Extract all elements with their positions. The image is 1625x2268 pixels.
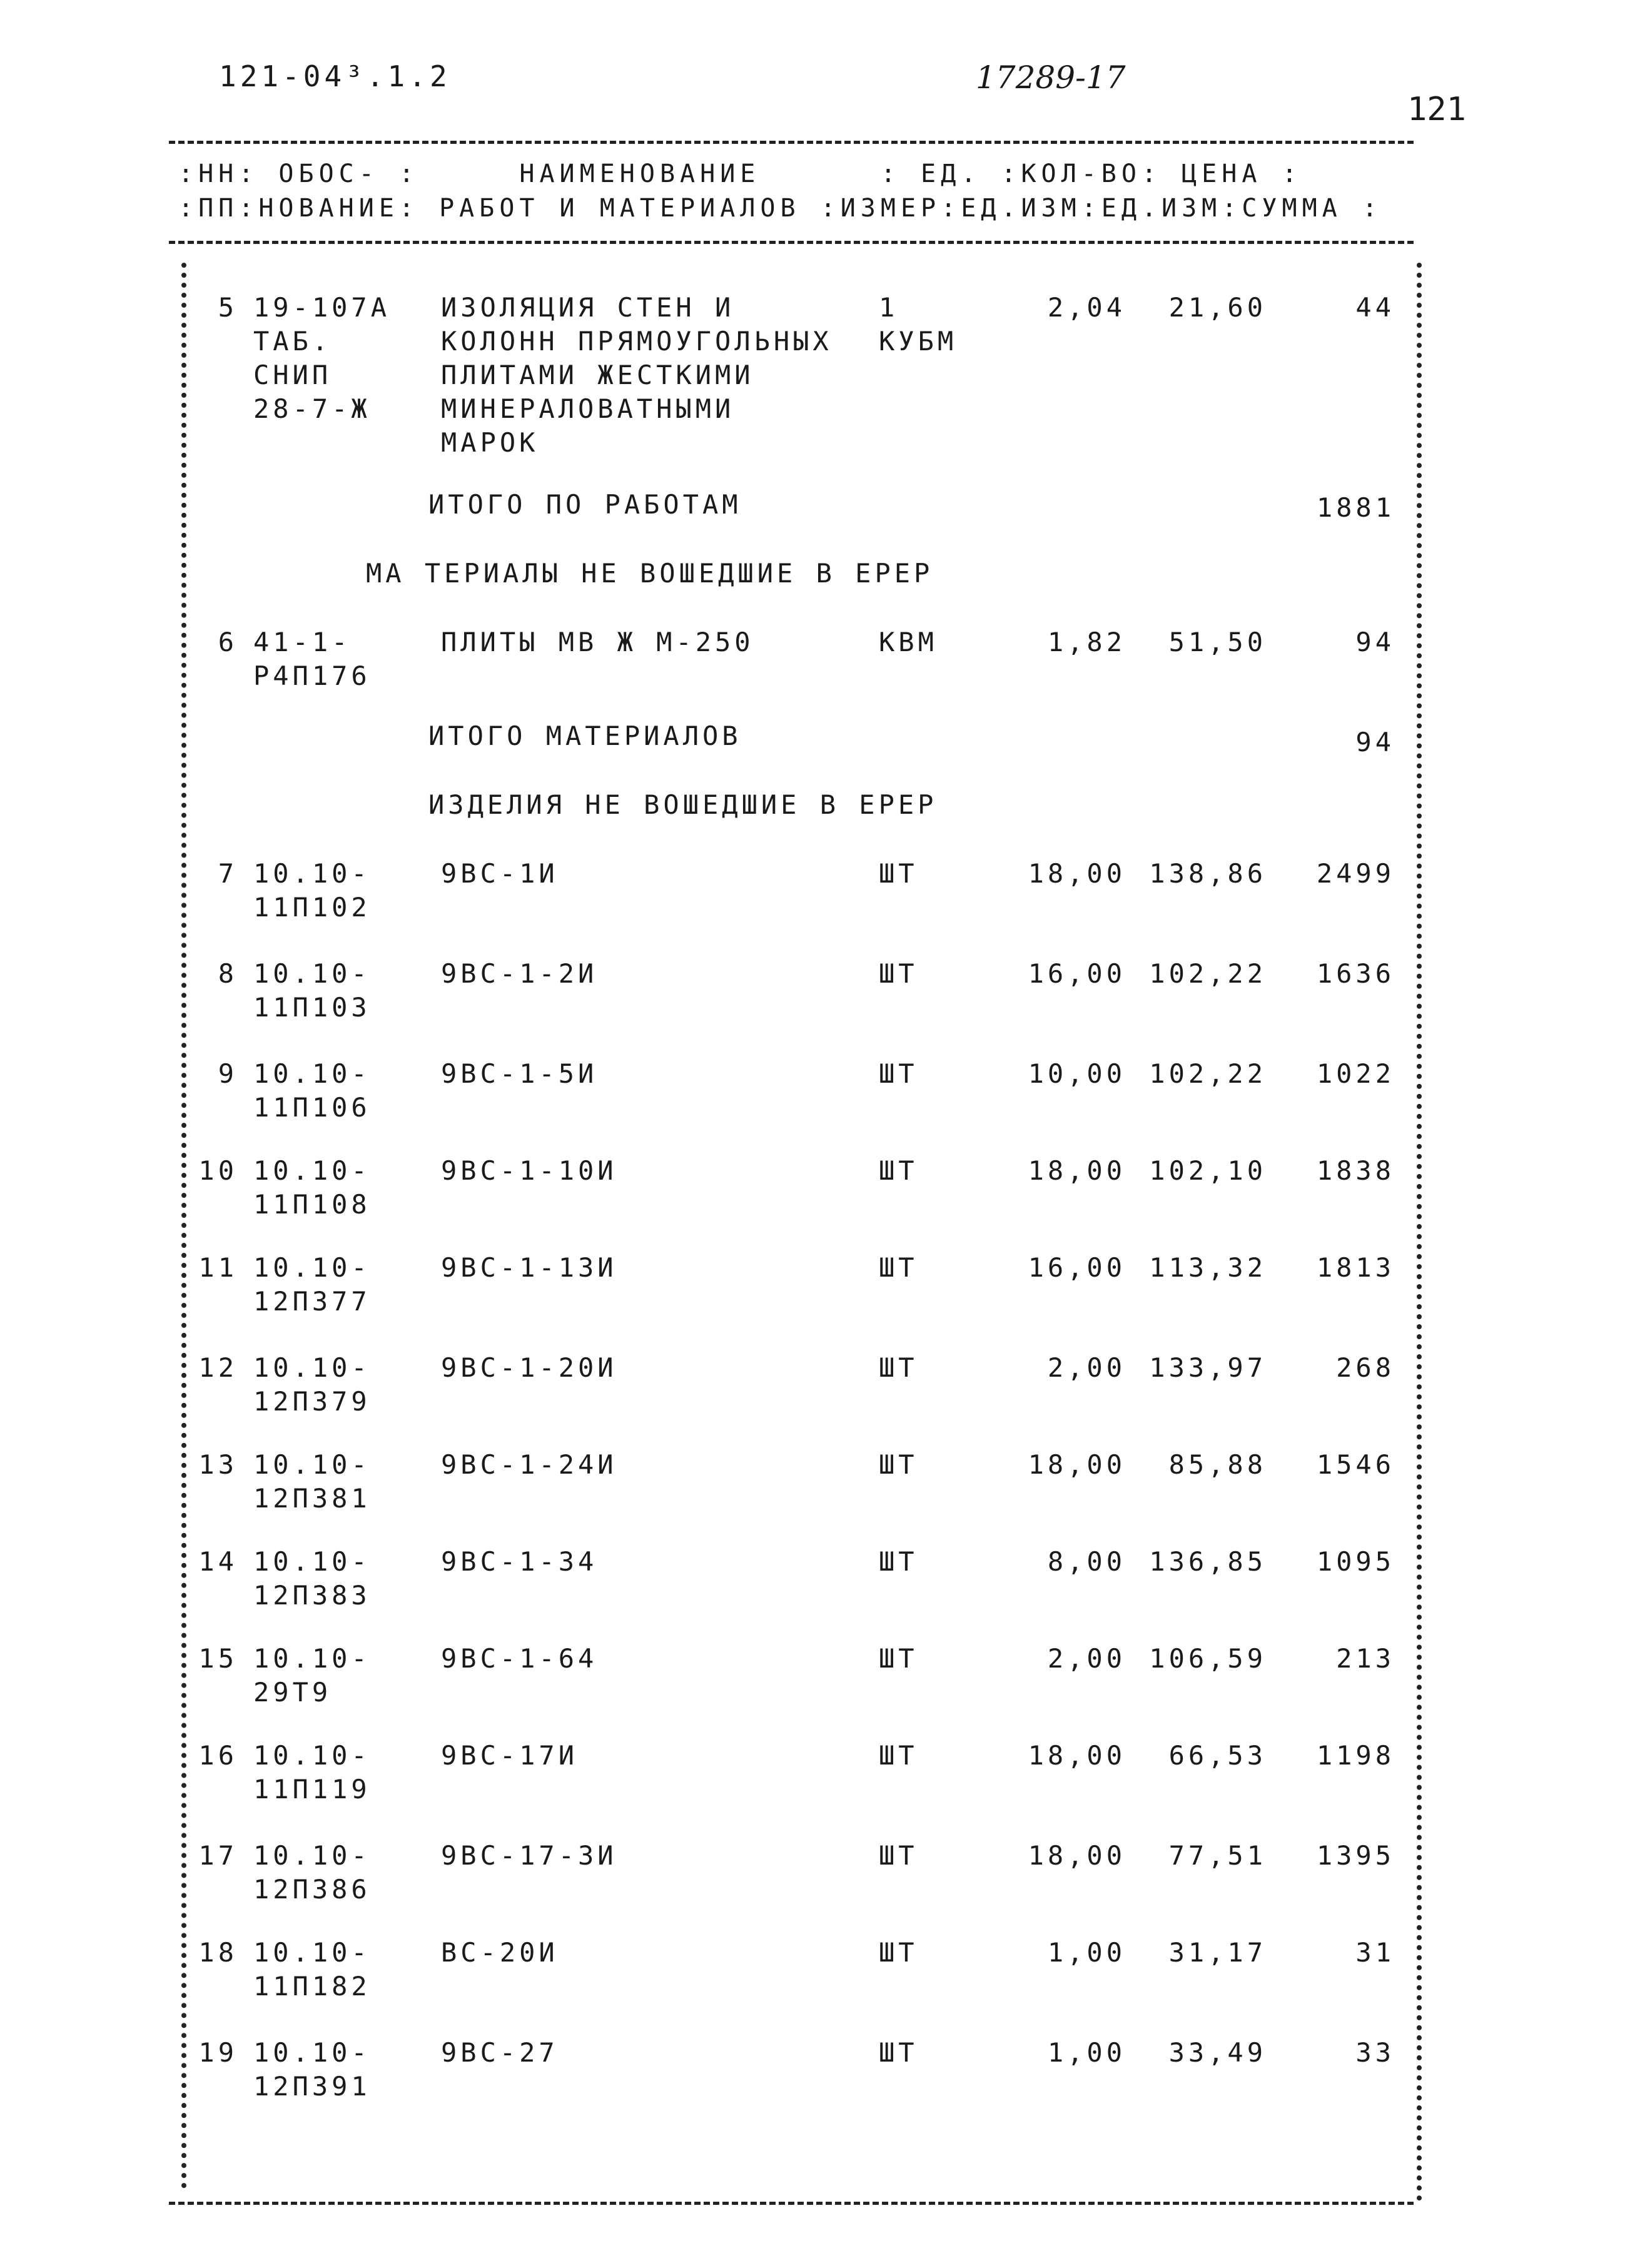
row-10-nn: 10 bbox=[198, 1155, 238, 1186]
row-15-name: 9ВС-1-64 bbox=[441, 1643, 598, 1674]
row-14-qty: 8,00 bbox=[1047, 1546, 1126, 1577]
row-7-code: 10.10- 11П102 bbox=[253, 858, 371, 923]
row-7-price: 138,86 bbox=[1149, 858, 1267, 889]
row-10-name: 9ВС-1-10И bbox=[441, 1155, 617, 1186]
row-9-name: 9ВС-1-5И bbox=[441, 1058, 598, 1089]
row-11-name: 9ВС-1-13И bbox=[441, 1252, 617, 1283]
row-18-code: 10.10- 11П182 bbox=[253, 1937, 371, 2002]
row-12-sum: 268 bbox=[1336, 1352, 1395, 1383]
row-17-name: 9ВС-17-3И bbox=[441, 1840, 617, 1871]
row-18-nn: 18 bbox=[198, 1937, 238, 1968]
row-7-nn: 7 bbox=[218, 858, 238, 889]
row-8-sum: 1636 bbox=[1316, 958, 1395, 989]
row-12-unit: ШТ bbox=[879, 1352, 918, 1383]
row-11-code: 10.10- 12П377 bbox=[253, 1252, 371, 1317]
row-17-sum: 1395 bbox=[1316, 1840, 1395, 1871]
row-5-price: 21,60 bbox=[1168, 292, 1267, 323]
row-5-unit: 1 КУБМ bbox=[879, 292, 958, 357]
row-5-sum: 44 bbox=[1355, 292, 1395, 323]
row-9-price: 102,22 bbox=[1149, 1058, 1267, 1089]
row-14-sum: 1095 bbox=[1316, 1546, 1395, 1577]
works-total-sum: 1881 bbox=[1316, 492, 1395, 523]
row-5-name: ИЗОЛЯЦИЯ СТЕН И КОЛОНН ПРЯМОУГОЛЬНЫХ ПЛИТАМИ ЖЕСТКИМИ МИНЕРАЛОВАТНЫМИ МАРОК bbox=[441, 292, 833, 458]
document-code: 121-04³.1.2 bbox=[219, 59, 451, 93]
row-16-unit: ШТ bbox=[879, 1740, 918, 1771]
row-18-qty: 1,00 bbox=[1047, 1937, 1126, 1968]
row-14-nn: 14 bbox=[198, 1546, 238, 1577]
materials-heading: МА ТЕРИАЛЫ НЕ ВОШЕДШИЕ В ЕРЕР bbox=[366, 558, 934, 589]
works-total-label: ИТОГО ПО РАБОТАМ bbox=[428, 489, 742, 520]
left-border bbox=[181, 263, 186, 2189]
row-16-price: 66,53 bbox=[1168, 1740, 1267, 1771]
header-bottom-rule bbox=[169, 241, 1414, 244]
row-16-qty: 18,00 bbox=[1028, 1740, 1126, 1771]
row-19-nn: 19 bbox=[198, 2037, 238, 2068]
row-9-nn: 9 bbox=[218, 1058, 238, 1089]
row-13-price: 85,88 bbox=[1168, 1449, 1267, 1480]
row-5-code: 19-107А ТАБ. СНИП 28-7-Ж bbox=[253, 292, 391, 424]
row-10-unit: ШТ bbox=[879, 1155, 918, 1186]
row-6-sum: 94 bbox=[1355, 627, 1395, 657]
row-8-qty: 16,00 bbox=[1028, 958, 1126, 989]
row-8-nn: 8 bbox=[218, 958, 238, 989]
row-10-sum: 1838 bbox=[1316, 1155, 1395, 1186]
row-11-unit: ШТ bbox=[879, 1252, 918, 1283]
row-9-unit: ШТ bbox=[879, 1058, 918, 1089]
row-13-name: 9ВС-1-24И bbox=[441, 1449, 617, 1480]
materials-total-sum: 94 bbox=[1355, 727, 1395, 757]
row-16-sum: 1198 bbox=[1316, 1740, 1395, 1771]
row-15-qty: 2,00 bbox=[1047, 1643, 1126, 1674]
header-line-2: :ПП:НОВАНИЕ: РАБОТ И МАТЕРИАЛОВ :ИЗМЕР:ЕД.ИЗМ:ЕД.ИЗМ:СУММА : bbox=[178, 194, 1382, 223]
row-13-nn: 13 bbox=[198, 1449, 238, 1480]
row-7-qty: 18,00 bbox=[1028, 858, 1126, 889]
row-14-unit: ШТ bbox=[879, 1546, 918, 1577]
row-17-qty: 18,00 bbox=[1028, 1840, 1126, 1871]
row-13-qty: 18,00 bbox=[1028, 1449, 1126, 1480]
row-6-code: 41-1- Р4П176 bbox=[253, 627, 371, 691]
row-8-unit: ШТ bbox=[879, 958, 918, 989]
row-8-code: 10.10- 11П103 bbox=[253, 958, 371, 1023]
row-10-code: 10.10- 11П108 bbox=[253, 1155, 371, 1220]
row-12-name: 9ВС-1-20И bbox=[441, 1352, 617, 1383]
row-13-sum: 1546 bbox=[1316, 1449, 1395, 1480]
row-12-code: 10.10- 12П379 bbox=[253, 1352, 371, 1417]
row-18-sum: 31 bbox=[1355, 1937, 1395, 1968]
row-13-code: 10.10- 12П381 bbox=[253, 1449, 371, 1514]
row-9-sum: 1022 bbox=[1316, 1058, 1395, 1089]
row-8-name: 9ВС-1-2И bbox=[441, 958, 598, 989]
row-19-sum: 33 bbox=[1355, 2037, 1395, 2068]
bottom-rule bbox=[169, 2202, 1414, 2205]
row-16-code: 10.10- 11П119 bbox=[253, 1740, 371, 1805]
row-9-qty: 10,00 bbox=[1028, 1058, 1126, 1089]
row-6-price: 51,50 bbox=[1168, 627, 1267, 657]
page-number: 121 bbox=[1407, 91, 1466, 128]
row-8-price: 102,22 bbox=[1149, 958, 1267, 989]
row-6-qty: 1,82 bbox=[1047, 627, 1126, 657]
row-16-nn: 16 bbox=[198, 1740, 238, 1771]
row-11-price: 113,32 bbox=[1149, 1252, 1267, 1283]
row-15-unit: ШТ bbox=[879, 1643, 918, 1674]
row-11-sum: 1813 bbox=[1316, 1252, 1395, 1283]
row-7-sum: 2499 bbox=[1316, 858, 1395, 889]
row-18-price: 31,17 bbox=[1168, 1937, 1267, 1968]
row-11-qty: 16,00 bbox=[1028, 1252, 1126, 1283]
row-19-name: 9ВС-27 bbox=[441, 2037, 559, 2068]
row-10-price: 102,10 bbox=[1149, 1155, 1267, 1186]
row-17-code: 10.10- 12П386 bbox=[253, 1840, 371, 1905]
row-19-qty: 1,00 bbox=[1047, 2037, 1126, 2068]
top-rule bbox=[169, 141, 1414, 144]
products-heading: ИЗДЕЛИЯ НЕ ВОШЕДШИЕ В ЕРЕР bbox=[428, 789, 938, 820]
row-15-price: 106,59 bbox=[1149, 1643, 1267, 1674]
row-5-nn: 5 bbox=[218, 292, 238, 323]
handwritten-number: 17289-17 bbox=[976, 59, 1126, 96]
row-14-code: 10.10- 12П383 bbox=[253, 1546, 371, 1611]
row-6-name: ПЛИТЫ МВ Ж М-250 bbox=[441, 627, 754, 657]
right-border bbox=[1417, 263, 1422, 2202]
row-9-code: 10.10- 11П106 bbox=[253, 1058, 371, 1123]
row-18-name: ВС-20И bbox=[441, 1937, 559, 1968]
row-10-qty: 18,00 bbox=[1028, 1155, 1126, 1186]
row-6-nn: 6 bbox=[218, 627, 238, 657]
row-14-name: 9ВС-1-34 bbox=[441, 1546, 598, 1577]
row-17-unit: ШТ bbox=[879, 1840, 918, 1871]
row-19-code: 10.10- 12П391 bbox=[253, 2037, 371, 2102]
materials-total-label: ИТОГО МАТЕРИАЛОВ bbox=[428, 721, 742, 751]
row-17-price: 77,51 bbox=[1168, 1840, 1267, 1871]
row-19-price: 33,49 bbox=[1168, 2037, 1267, 2068]
row-13-unit: ШТ bbox=[879, 1449, 918, 1480]
row-12-nn: 12 bbox=[198, 1352, 238, 1383]
row-11-nn: 11 bbox=[198, 1252, 238, 1283]
row-15-nn: 15 bbox=[198, 1643, 238, 1674]
row-12-price: 133,97 bbox=[1149, 1352, 1267, 1383]
row-14-price: 136,85 bbox=[1149, 1546, 1267, 1577]
row-15-code: 10.10- 29Т9 bbox=[253, 1643, 371, 1708]
row-19-unit: ШТ bbox=[879, 2037, 918, 2068]
row-16-name: 9ВС-17И bbox=[441, 1740, 579, 1771]
row-5-qty: 2,04 bbox=[1047, 292, 1126, 323]
row-7-unit: ШТ bbox=[879, 858, 918, 889]
row-17-nn: 17 bbox=[198, 1840, 238, 1871]
row-6-unit: КВМ bbox=[879, 627, 938, 657]
row-12-qty: 2,00 bbox=[1047, 1352, 1126, 1383]
row-18-unit: ШТ bbox=[879, 1937, 918, 1968]
header-line-1: :НН: ОБОС- : НАИМЕНОВАНИЕ : ЕД. :КОЛ-ВО: ЦЕНА : bbox=[178, 159, 1302, 188]
row-7-name: 9ВС-1И bbox=[441, 858, 559, 889]
row-15-sum: 213 bbox=[1336, 1643, 1395, 1674]
